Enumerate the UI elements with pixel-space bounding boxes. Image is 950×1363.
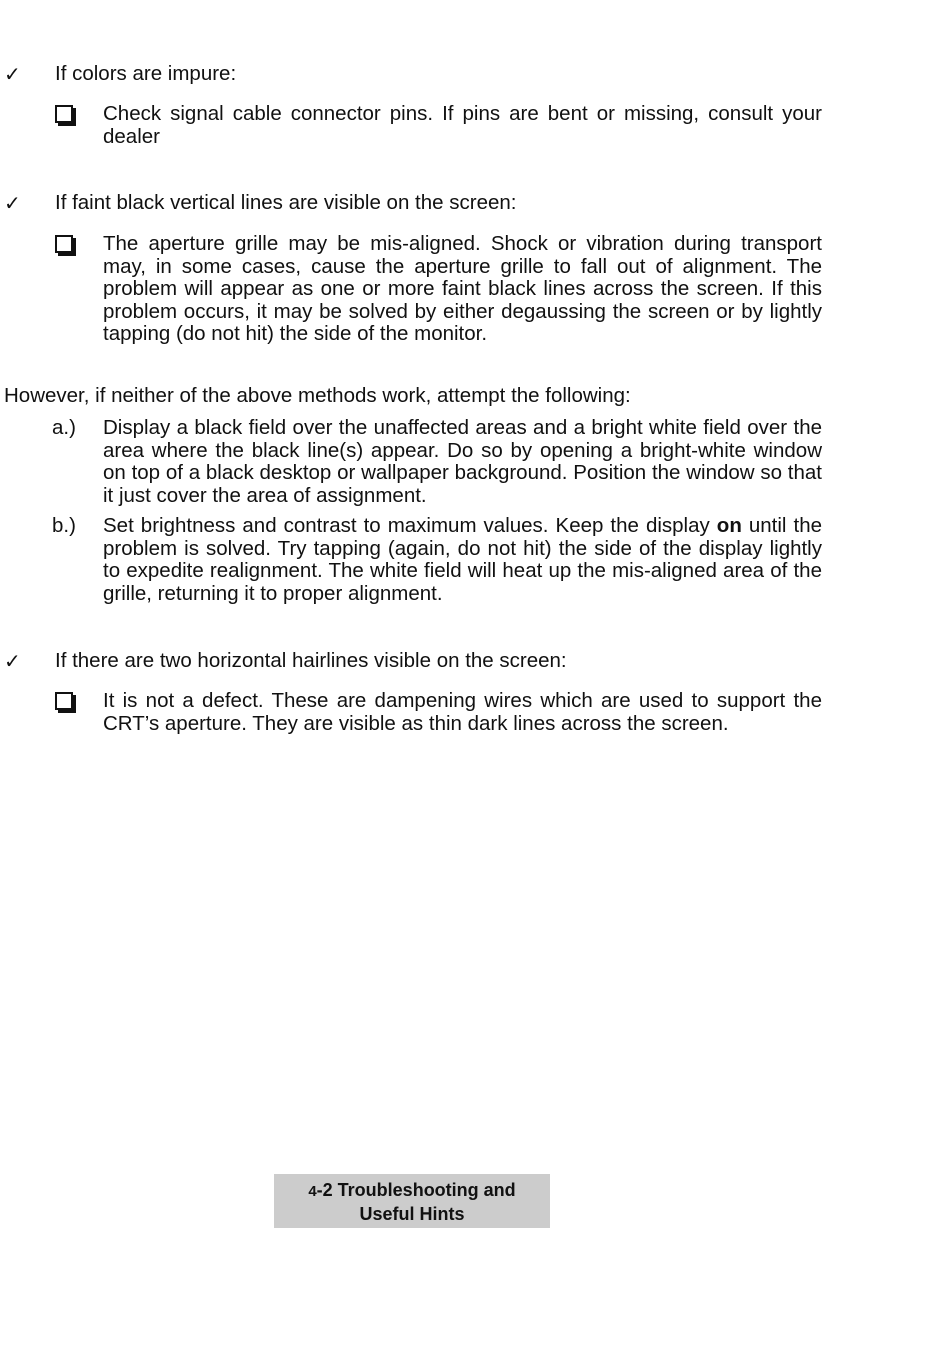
step-label: a.) [52,416,76,439]
footer-section-number: 4 [308,1183,317,1200]
box-item-text: The aperture grille may be mis-aligned. Shock or vibration during transport may, in some cases, cause the aperture grille to fall out of alignment. The problem will appear as one or more faint black lines across the screen. If this problem occurs, it may be solved by either degaussing the screen or by lightly tapping (do not hit) the side of the monitor. [103,232,822,345]
step-text-bold: on [716,514,742,537]
checkmark-icon: ✓ [4,649,21,673]
step-text: Display a black field over the unaffected areas and a bright white field over the area where the black line(s) appear. Do so by opening a bright-white window on top of a black desktop or wallpaper background. Position the window so that it just cover the area of assignment. [103,416,822,507]
steps-intro: However, if neither of the above methods work, attempt the following: [4,384,631,407]
check-heading: If colors are impure: [55,62,237,85]
step-label: b.) [52,514,76,537]
step-text-part: until the problem is solved. Try tapping (again, do not hit) the side of the display lightly to expedite realignment. The white field will heat up the mis-aligned area of the grille, returning it to proper alignment. [103,514,822,605]
checkbox-bullet-icon [55,105,73,123]
footer-line-1 [274,1179,550,1203]
step-text-part: Set brightness and contrast to maximum values. Keep the display [103,514,717,537]
page-footer [274,1174,550,1228]
box-item-text: It is not a defect. These are dampening wires which are used to support the CRT’s aperture. They are visible as thin dark lines across the screen. [103,689,822,735]
footer-title-1: -2 Troubleshooting and [316,1180,516,1200]
box-item-text: Check signal cable connector pins. If pins are bent or missing, consult your dealer [103,102,822,148]
checkbox-bullet-icon [55,235,73,253]
check-heading: If there are two horizontal hairlines visible on the screen: [55,649,567,672]
footer-title-2: Useful Hints [359,1204,465,1224]
checkmark-icon: ✓ [4,62,21,86]
check-heading: If faint black vertical lines are visible on the screen: [55,191,517,214]
checkbox-bullet-icon [55,692,73,710]
step-text [103,515,822,605]
checkmark-icon: ✓ [4,191,21,215]
